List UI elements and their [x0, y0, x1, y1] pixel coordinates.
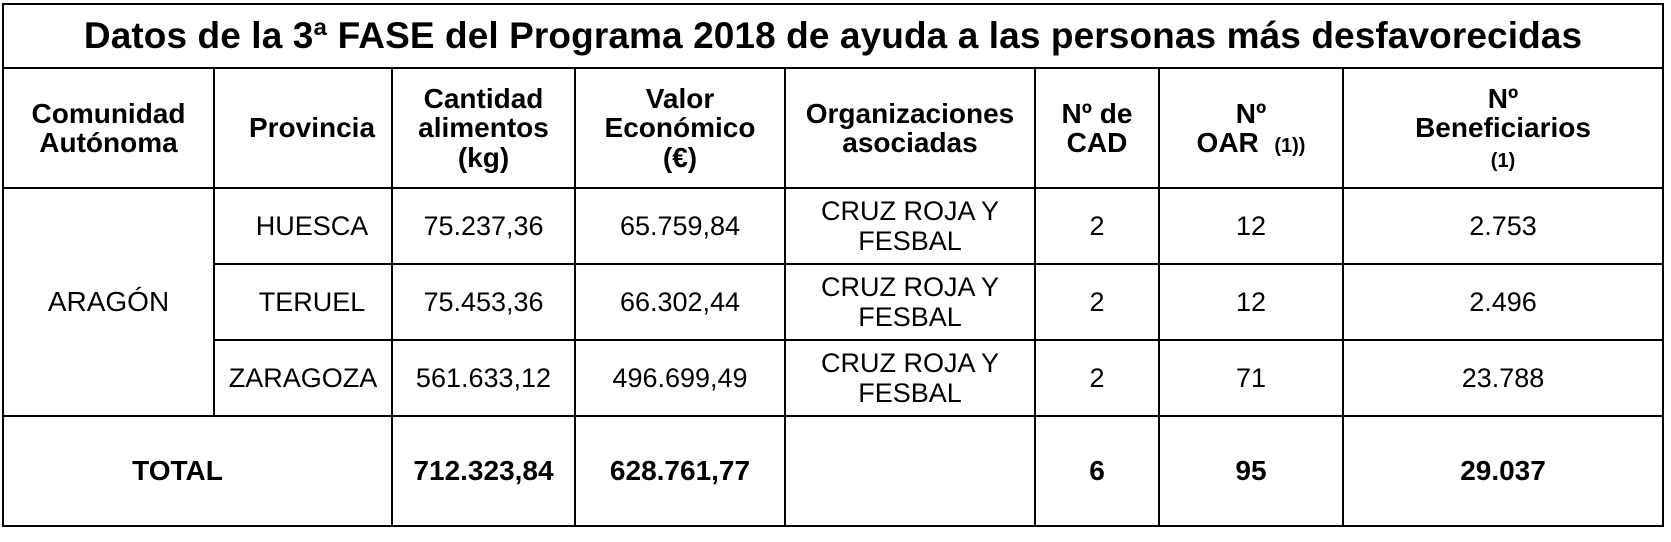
header-row: [3, 68, 1663, 188]
cell-cad: 2: [1035, 340, 1159, 416]
header-organizaciones: Organizaciones asociadas: [785, 68, 1035, 188]
cell-beneficiarios: 2.496: [1343, 264, 1663, 340]
table-row: [3, 188, 1663, 264]
header-beneficiarios: Nº Beneficiarios (1): [1343, 68, 1663, 188]
cell-cantidad: 561.633,12: [392, 340, 575, 416]
cell-oar: 12: [1159, 264, 1343, 340]
total-organizaciones: [785, 416, 1035, 526]
header-comunidad: Comunidad Autónoma: [3, 68, 214, 188]
cell-beneficiarios: 2.753: [1343, 188, 1663, 264]
table-row: [3, 264, 1663, 340]
cell-valor: 65.759,84: [575, 188, 785, 264]
table-row: [3, 340, 1663, 416]
header-cantidad: Cantidad alimentos (kg): [392, 68, 575, 188]
header-oar: Nº OAR (1)): [1159, 68, 1343, 188]
cell-organizaciones: CRUZ ROJA Y FESBAL: [785, 264, 1035, 340]
cell-beneficiarios: 23.788: [1343, 340, 1663, 416]
cell-cantidad: 75.237,36: [392, 188, 575, 264]
cell-cad: 2: [1035, 188, 1159, 264]
cell-oar: 71: [1159, 340, 1343, 416]
cell-provincia: ZARAGOZA: [214, 340, 392, 416]
region-cell: ARAGÓN: [3, 188, 214, 416]
cell-oar: 12: [1159, 188, 1343, 264]
cell-cad: 2: [1035, 264, 1159, 340]
cell-valor: 496.699,49: [575, 340, 785, 416]
cell-organizaciones: CRUZ ROJA Y FESBAL: [785, 340, 1035, 416]
total-label: TOTAL: [3, 416, 392, 526]
total-beneficiarios: 29.037: [1343, 416, 1663, 526]
total-oar: 95: [1159, 416, 1343, 526]
cell-valor: 66.302,44: [575, 264, 785, 340]
total-valor: 628.761,77: [575, 416, 785, 526]
cell-provincia: HUESCA: [214, 188, 392, 264]
table-title: Datos de la 3ª FASE del Programa 2018 de ayuda a las personas más desfavorecidas: [3, 4, 1663, 68]
header-valor: Valor Económico (€): [575, 68, 785, 188]
total-row: [3, 416, 1663, 526]
cell-provincia: TERUEL: [214, 264, 392, 340]
cell-organizaciones: CRUZ ROJA Y FESBAL: [785, 188, 1035, 264]
header-provincia: Provincia: [214, 68, 392, 188]
data-table: [2, 3, 1664, 527]
table-wrapper: [2, 3, 1664, 527]
total-cad: 6: [1035, 416, 1159, 526]
total-cantidad: 712.323,84: [392, 416, 575, 526]
cell-cantidad: 75.453,36: [392, 264, 575, 340]
header-cad: Nº de CAD: [1035, 68, 1159, 188]
